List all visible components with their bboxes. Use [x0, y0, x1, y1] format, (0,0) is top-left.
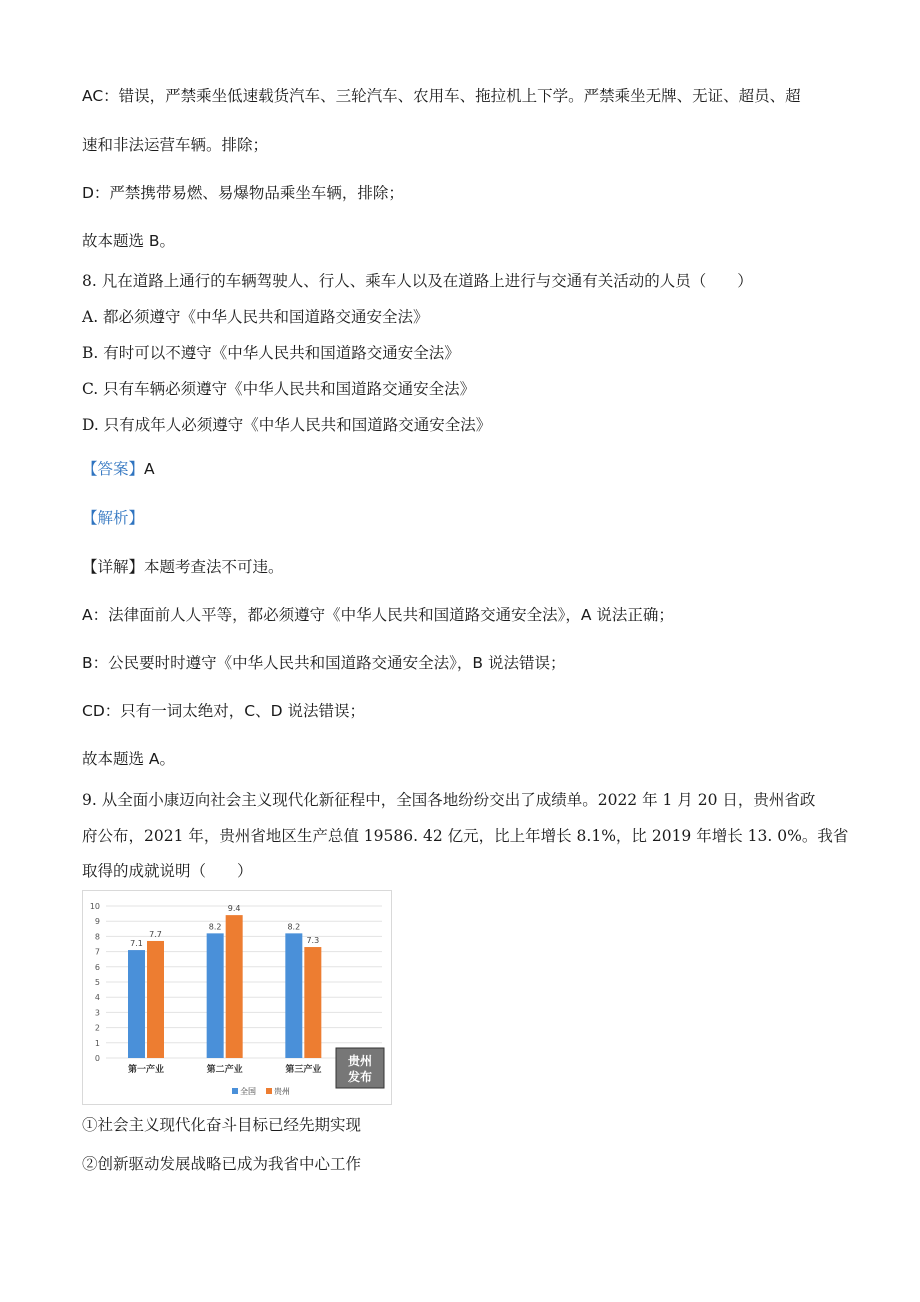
explanation-ac-line1: AC：错误，严禁乘坐低速载货汽车、三轮汽车、农用车、拖拉机上下学。严禁乘坐无牌、无证、超员、超 [82, 87, 801, 105]
y-tick-label: 3 [94, 1008, 100, 1018]
conclusion-a: 故本题选 A。 [82, 750, 176, 768]
bar-value-label: 8.2 [208, 922, 222, 932]
y-tick-label: 10 [89, 902, 100, 911]
bar [207, 933, 224, 1058]
explanation-ac-line2: 速和非法运营车辆。排除； [82, 136, 269, 154]
option-1: ①社会主义现代化奋斗目标已经先期实现 [82, 1116, 362, 1134]
y-tick-label: 6 [94, 962, 100, 972]
question-8-option-d: D. 只有成年人必须遵守《中华人民共和国道路交通安全法》 [82, 416, 492, 434]
analysis-tag: 【解析】 [82, 509, 145, 527]
question-9-stem-line2: 府公布，2021 年，贵州省地区生产总值 19586. 42 亿元，比上年增长 8.1%，比 2019 年增长 13. 0%。我省 [82, 827, 849, 845]
question-9-stem-line1: 9. 从全面小康迈向社会主义现代化新征程中，全国各地纷纷交出了成绩单。2022 年 1 月 20 日，贵州省政 [82, 791, 816, 809]
answer-line [82, 459, 155, 479]
bar-value-label: 8.2 [287, 922, 301, 932]
bar [226, 915, 243, 1058]
answer-value: A [144, 460, 155, 478]
bar-value-label: 7.1 [130, 939, 143, 949]
y-tick-label: 1 [94, 1038, 100, 1048]
explanation-a: A：法律面前人人平等，都必须遵守《中华人民共和国道路交通安全法》，A 说法正确； [82, 606, 674, 624]
question-8-stem: 8. 凡在道路上通行的车辆驾驶人、行人、乘车人以及在道路上进行与交通有关活动的人员（ ） [82, 272, 753, 290]
y-tick-label: 8 [94, 932, 100, 942]
answer-tag: 【答案】 [82, 460, 145, 478]
y-tick-label: 9 [94, 917, 100, 927]
bar [128, 950, 145, 1058]
question-9-stem-line3: 取得的成就说明（ ） [82, 862, 253, 880]
gdp-growth-chart [82, 890, 392, 1105]
bar-value-label: 7.7 [149, 929, 162, 939]
explanation-cd: CD：只有一词太绝对，C、D 说法错误； [82, 702, 365, 720]
y-tick-label: 7 [94, 947, 100, 957]
legend-swatch [232, 1088, 238, 1094]
bar-value-label: 7.3 [306, 936, 320, 946]
x-category-label: 第二产业 [206, 1065, 243, 1075]
bar [285, 933, 302, 1058]
watermark-text: 贵州 [347, 1054, 373, 1068]
question-8-option-c: C. 只有车辆必须遵守《中华人民共和国道路交通安全法》 [82, 380, 476, 398]
option-2: ②创新驱动发展战略已成为我省中心工作 [82, 1155, 362, 1173]
bar [304, 947, 321, 1058]
detail-line: 【详解】本题考查法不可违。 [82, 558, 284, 576]
y-tick-label: 2 [94, 1023, 100, 1033]
bar-chart-svg [82, 890, 392, 1105]
legend-label: 贵州 [274, 1087, 290, 1096]
x-category-label: 第三产业 [285, 1065, 322, 1075]
y-tick-label: 5 [94, 978, 100, 987]
question-8-option-a: A. 都必须遵守《中华人民共和国道路交通安全法》 [82, 308, 429, 326]
question-8-option-b: B. 有时可以不遵守《中华人民共和国道路交通安全法》 [82, 344, 460, 362]
y-tick-label: 4 [94, 993, 100, 1003]
x-category-label: 第一产业 [127, 1065, 165, 1075]
legend-swatch [266, 1088, 272, 1094]
y-tick-label: 0 [94, 1054, 100, 1063]
explanation-d: D：严禁携带易燃、易爆物品乘坐车辆，排除； [82, 184, 404, 202]
bar [147, 941, 164, 1058]
explanation-b: B：公民要时时遵守《中华人民共和国道路交通安全法》，B 说法错误； [82, 654, 566, 672]
watermark-text: 发布 [347, 1070, 373, 1084]
conclusion-b: 故本题选 B。 [82, 232, 176, 250]
bar-value-label: 9.4 [227, 904, 241, 914]
legend-label: 全国 [240, 1087, 256, 1096]
